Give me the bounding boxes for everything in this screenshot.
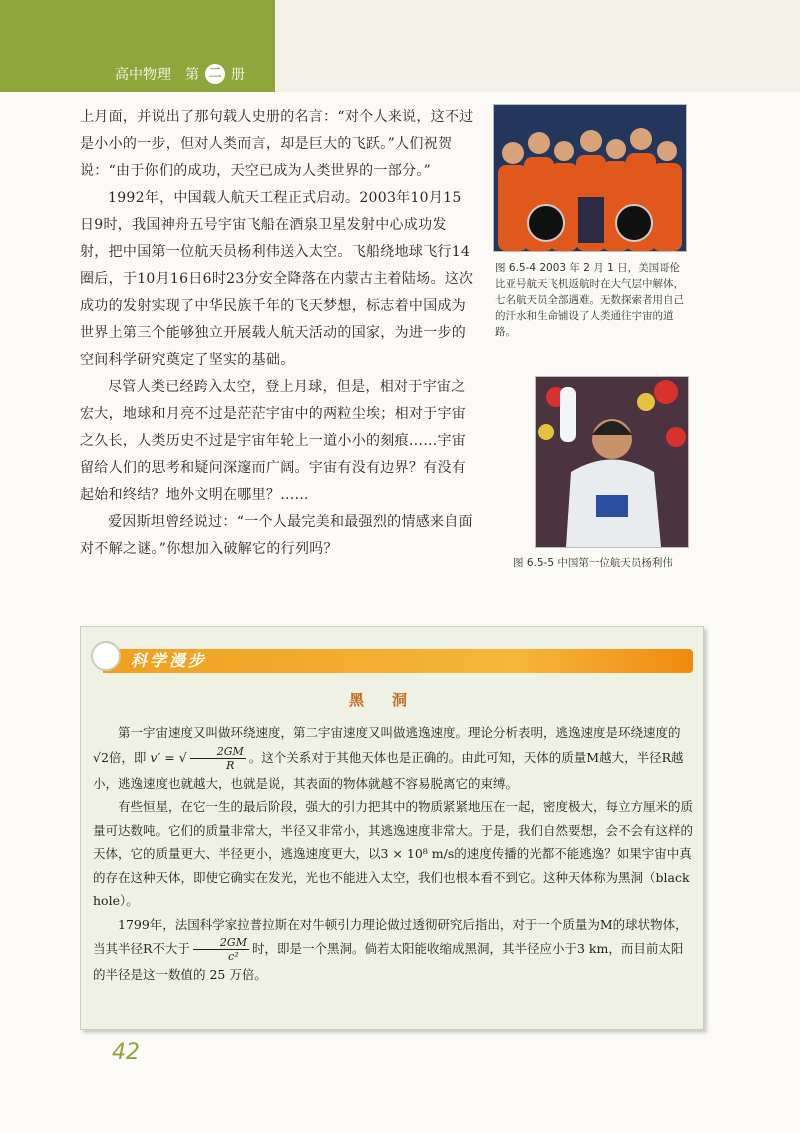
figure-caption: 图 6.5-5 中国第一位航天员杨利伟 [513,557,673,569]
book-title: 高中物理 [115,67,171,83]
paragraph: 上月面，并说出了那句载人史册的名言：“对个人来说，这不过是小小的一步，但对人类而言，却是巨大的飞跃。”人们祝贺说：“由于你们的成功，天空已成为人类世界的一部分。” [80,109,474,179]
box-heading: 黑洞 [348,691,435,709]
paragraph: 尽管人类已经跨入太空，登上月球，但是，相对于宇宙之宏大，地球和月亮不过是茫茫宇宙中的两粒尘埃；相对于宇宙之久长，人类历史不过是宇宙年轮上一道小小的刻痕……宇宙留给人们的思考和疑问深邃而广阔。宇宙有没有边界？有没有起始和终结？地外文明在哪里？…… [80,379,467,503]
paragraph: 爱因斯坦曾经说过：“一个人最完美和最强烈的情感来自面对不解之谜。”你想加入破解它的行列吗？ [80,514,473,557]
text-run: 第一宇宙速度又叫做环绕速度，第二宇宙速度又叫做逃逸速度。理论分析表明，逃逸速度是环绕速度的 [118,725,681,740]
fraction-denominator: c² [228,950,239,963]
page-number: 42 [112,1040,140,1065]
text-run: 倍，即 [108,749,147,765]
running-header [115,64,245,84]
paragraph: 1992年，中国载人航天工程正式启动。2003年10月15日9时，我国神舟五号宇宙飞船在酒泉卫星发射中心成功发射，把中国第一位航天员杨利伟送入太空。飞船绕地球飞行14圈后，于10月16日6时23分安全降落在内蒙古主着陆场。这次成功的发射实现了中华民族千年的飞天梦想，标志着中国成为世界上第三个能够独立开展载人航天活动的国家，为进一步的空间科学研究奠定了坚实的基础。 [80,190,474,368]
fraction-denominator: R [226,758,235,772]
text-run: 时，即是一个黑洞。倘若太阳能收缩成黑洞，其半径应小于3 km，而目前太阳的半径是这一数值的 25 万倍。 [93,941,684,982]
crew-photo-illustration [494,105,686,251]
fraction-2gm-c2 [193,936,249,963]
volume-suffix: 册 [231,67,245,83]
text-run: 1799年，法国科学家拉普拉斯在对牛顿引力理论做过透彻研究后指出，对于一个质量为M的球状物体，当其半径R不大于 [93,916,688,956]
volume-prefix: 第 [185,67,199,83]
main-text [80,104,475,563]
section-ribbon [103,649,693,673]
box-paragraph [93,721,693,795]
sqrt-two: √2 [93,749,109,765]
formula-v: v′ = √ [150,749,187,765]
header-band-light [275,0,800,92]
ribbon-knob-icon [91,641,121,671]
science-stroll-box [80,626,704,1030]
box-paragraph [93,913,693,987]
figure-caption: 图 6.5-4 2003 年 2 月 1 日，美国哥伦比亚号航天飞机返航时在大气层中解体，七名航天员全部遇难。无数探索者用自己的汗水和生命铺设了人类通往宇宙的道路。 [495,262,684,338]
box-body [93,721,693,987]
fraction-numerator: 2GM [190,745,246,759]
ribbon-title: 科学漫步 [131,651,208,670]
fraction-2gm-r [190,745,246,772]
astronaut-photo-illustration [536,377,688,547]
columbia-crew-photo [493,104,687,252]
box-paragraph: 有些恒星，在它一生的最后阶段，强大的引力把其中的物质紧紧地压在一起，密度极大，每立方厘米的质量可达数吨。它们的质量非常大，半径又非常小，其逃逸速度非常大。于是，我们自然要想，会不会有这样的天体，它的质量更大、半径更小，逃逸速度更大，以3 × 10⁸ m/s的速度传播的光都不能逃逸？如果宇宙中真的存在这种天体，即使它确实在发光，光也不能进入太空，我们也根本看不到它。这种天体称为黑洞（black hole）。 [93,799,694,908]
fraction-numerator: 2GM [193,936,249,950]
yang-liwei-photo [535,376,689,548]
volume-number: 二 [205,64,225,84]
text-run: 。这个关系对于其他天体也是正确的。由此可知，天体的质量M越大，半径R越小，逃逸速度也就越大，也就是说，其表面的物体就越不容易脱离它的束缚。 [93,749,684,791]
